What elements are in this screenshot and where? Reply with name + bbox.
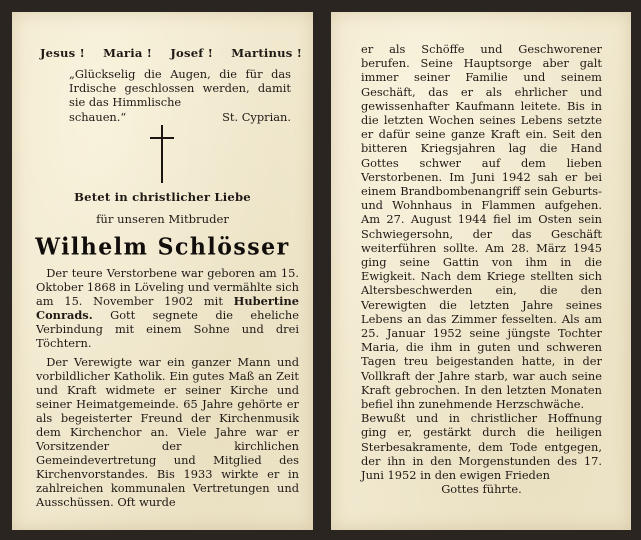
cross-icon	[150, 125, 174, 183]
biography-text: Gott segnete die eheliche Verbindung mit einem Sohne und drei Töchtern.	[36, 307, 299, 350]
quote-last-word: schauen.“	[69, 109, 127, 124]
invocation-line	[40, 46, 302, 60]
invocation-maria: Maria !	[103, 46, 153, 60]
invocation-josef: Josef !	[170, 46, 213, 60]
biography-front	[36, 267, 299, 509]
quote-text: „Glückselig die Augen, die für das Irdische geschlossen werden, damit sie das Himmlische	[69, 67, 291, 110]
scripture-quote	[69, 67, 291, 124]
invocation-martinus: Martinus !	[231, 46, 302, 60]
biography-paragraph-2: Der Verewigte war ein ganzer Mann und vorbildlicher Katholik. Ein gutes Maß an Zeit und Kraft widmete er seiner Kirche und seiner Heimatgemeinde. 65 Jahre gehörte er als begeisterter Freund der Kirchenmusik dem Kirchenchor an. Viele Jahre war er Vorsitzender der kirchlichen Gemeindevertretung und Mitglied des Kirchenvorstandes. Bis 1933 wirkte er in zahlreichen kommunalen Vertretungen und Ausschüssen. Oft wurde	[36, 355, 299, 509]
memorial-card-back	[331, 12, 631, 530]
biography-paragraph-3: er als Schöffe und Geschworener berufen. Seine Hauptsorge aber galt immer seiner Familie und seinem Geschäft, das er als ehrlicher und gewissenhafter Kaufmann leitete. Bis in die letzten Wochen seines Lebens setzte er dafür seine ganze Kraft ein. Seit den bitteren Kriegsjahren lag die Hand Gottes schwer auf dem lieben Verstorbenen. Im Juni 1942 sah er bei einem Brandbombenangriff sein Geburts- und Wohnhaus in Flammen aufgehen. Am 27. August 1944 fiel im Osten sein Schwiegersohn, der das Geschäft weiterführen sollte. Am 28. März 1945 ging seine Gattin von ihm in die Ewigkeit. Nach dem Kriege stellten sich Altersbeschwerden ein, die den Verewigten die letzten Jahre seines Lebens an das Zimmer fesselten. Als am 25. Januar 1952 seine jüngste Tochter Maria, die ihm in guten und schweren Tagen treu beigestanden hatte, in der Vollkraft der Jahre starb, war auch seine Kraft gebrochen. In den letzten Monaten befiel ihn zunehmende Herzschwäche.	[361, 42, 602, 412]
prayer-line-1: Betet in christlicher Liebe	[74, 190, 251, 204]
biography-text: Der teure Verstorbene war geboren am 15. Oktober 1868 in Löveling und vermählte sich am 15. November 1902 mit	[36, 266, 299, 308]
closing-line: Gottes führte.	[441, 482, 522, 497]
spouse-name: Hubertine Conrads.	[36, 293, 299, 322]
quote-source: St. Cyprian.	[222, 109, 291, 124]
biography-back	[361, 42, 602, 497]
invocation-jesus: Jesus !	[40, 46, 85, 60]
prayer-line-2: für unseren Mitbruder	[96, 212, 229, 226]
biography-paragraph-1	[36, 267, 299, 350]
deceased-name: Wilhelm Schlösser	[35, 233, 290, 261]
biography-paragraph-4: Bewußt und in christlicher Hoffnung ging er, gestärkt durch die heiligen Sterbesakramente, dem Tode entgegen, der ihn in den Morgenstunden des 17. Juni 1952 in den ewigen Frieden	[361, 411, 602, 483]
memorial-card-front	[12, 12, 313, 530]
quote-last-line	[69, 110, 291, 124]
